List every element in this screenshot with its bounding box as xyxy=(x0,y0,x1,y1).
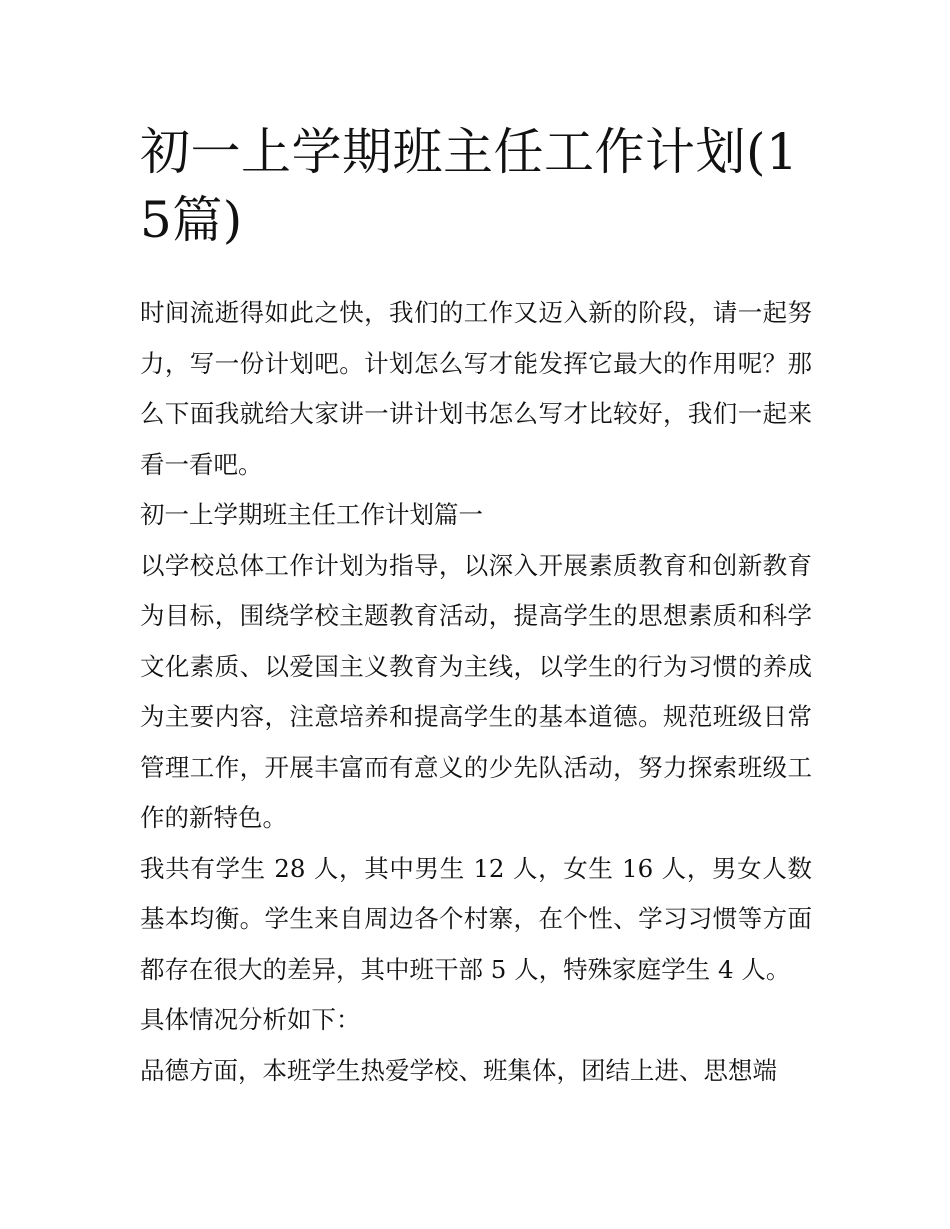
guiding-principle-paragraph: 以学校总体工作计划为指导，以深入开展素质教育和创新教育为目标，围绕学校主题教育活动，提高学生的思想素质和科学文化素质、以爱国主义教育为主线，以学生的行为习惯的养成为主要内容，注意培养和提高学生的基本道德。规范班级日常管理工作，开展丰富而有意义的少先队活动，努力探索班级工作的新特色。 xyxy=(140,550,812,832)
class-overview-paragraph: 我共有学生 28 人，其中男生 12 人，女生 16 人，男女人数基本均衡。学生来自周边各个村寨，在个性、学习习惯等方面都存在很大的差异，其中班干部 5 人，特殊家庭学生 4 人。 xyxy=(140,853,812,984)
document-title: 初一上学期班主任工作计划(15篇) xyxy=(140,123,799,249)
moral-aspect-paragraph: 品德方面，本班学生热爱学校、班集体，团结上进、思想端 xyxy=(140,1055,777,1085)
intro-paragraph: 时间流逝得如此之快，我们的工作又迈入新的阶段，请一起努力，写一份计划吧。计划怎么写才能发挥它最大的作用呢？那么下面我就给大家讲一讲计划书怎么写才比较好，我们一起来看一看吧。 xyxy=(140,298,812,479)
section-heading: 初一上学期班主任工作计划篇一 xyxy=(140,500,483,529)
document-body xyxy=(140,118,812,1096)
analysis-lead-paragraph: 具体情况分析如下： xyxy=(140,1005,361,1034)
